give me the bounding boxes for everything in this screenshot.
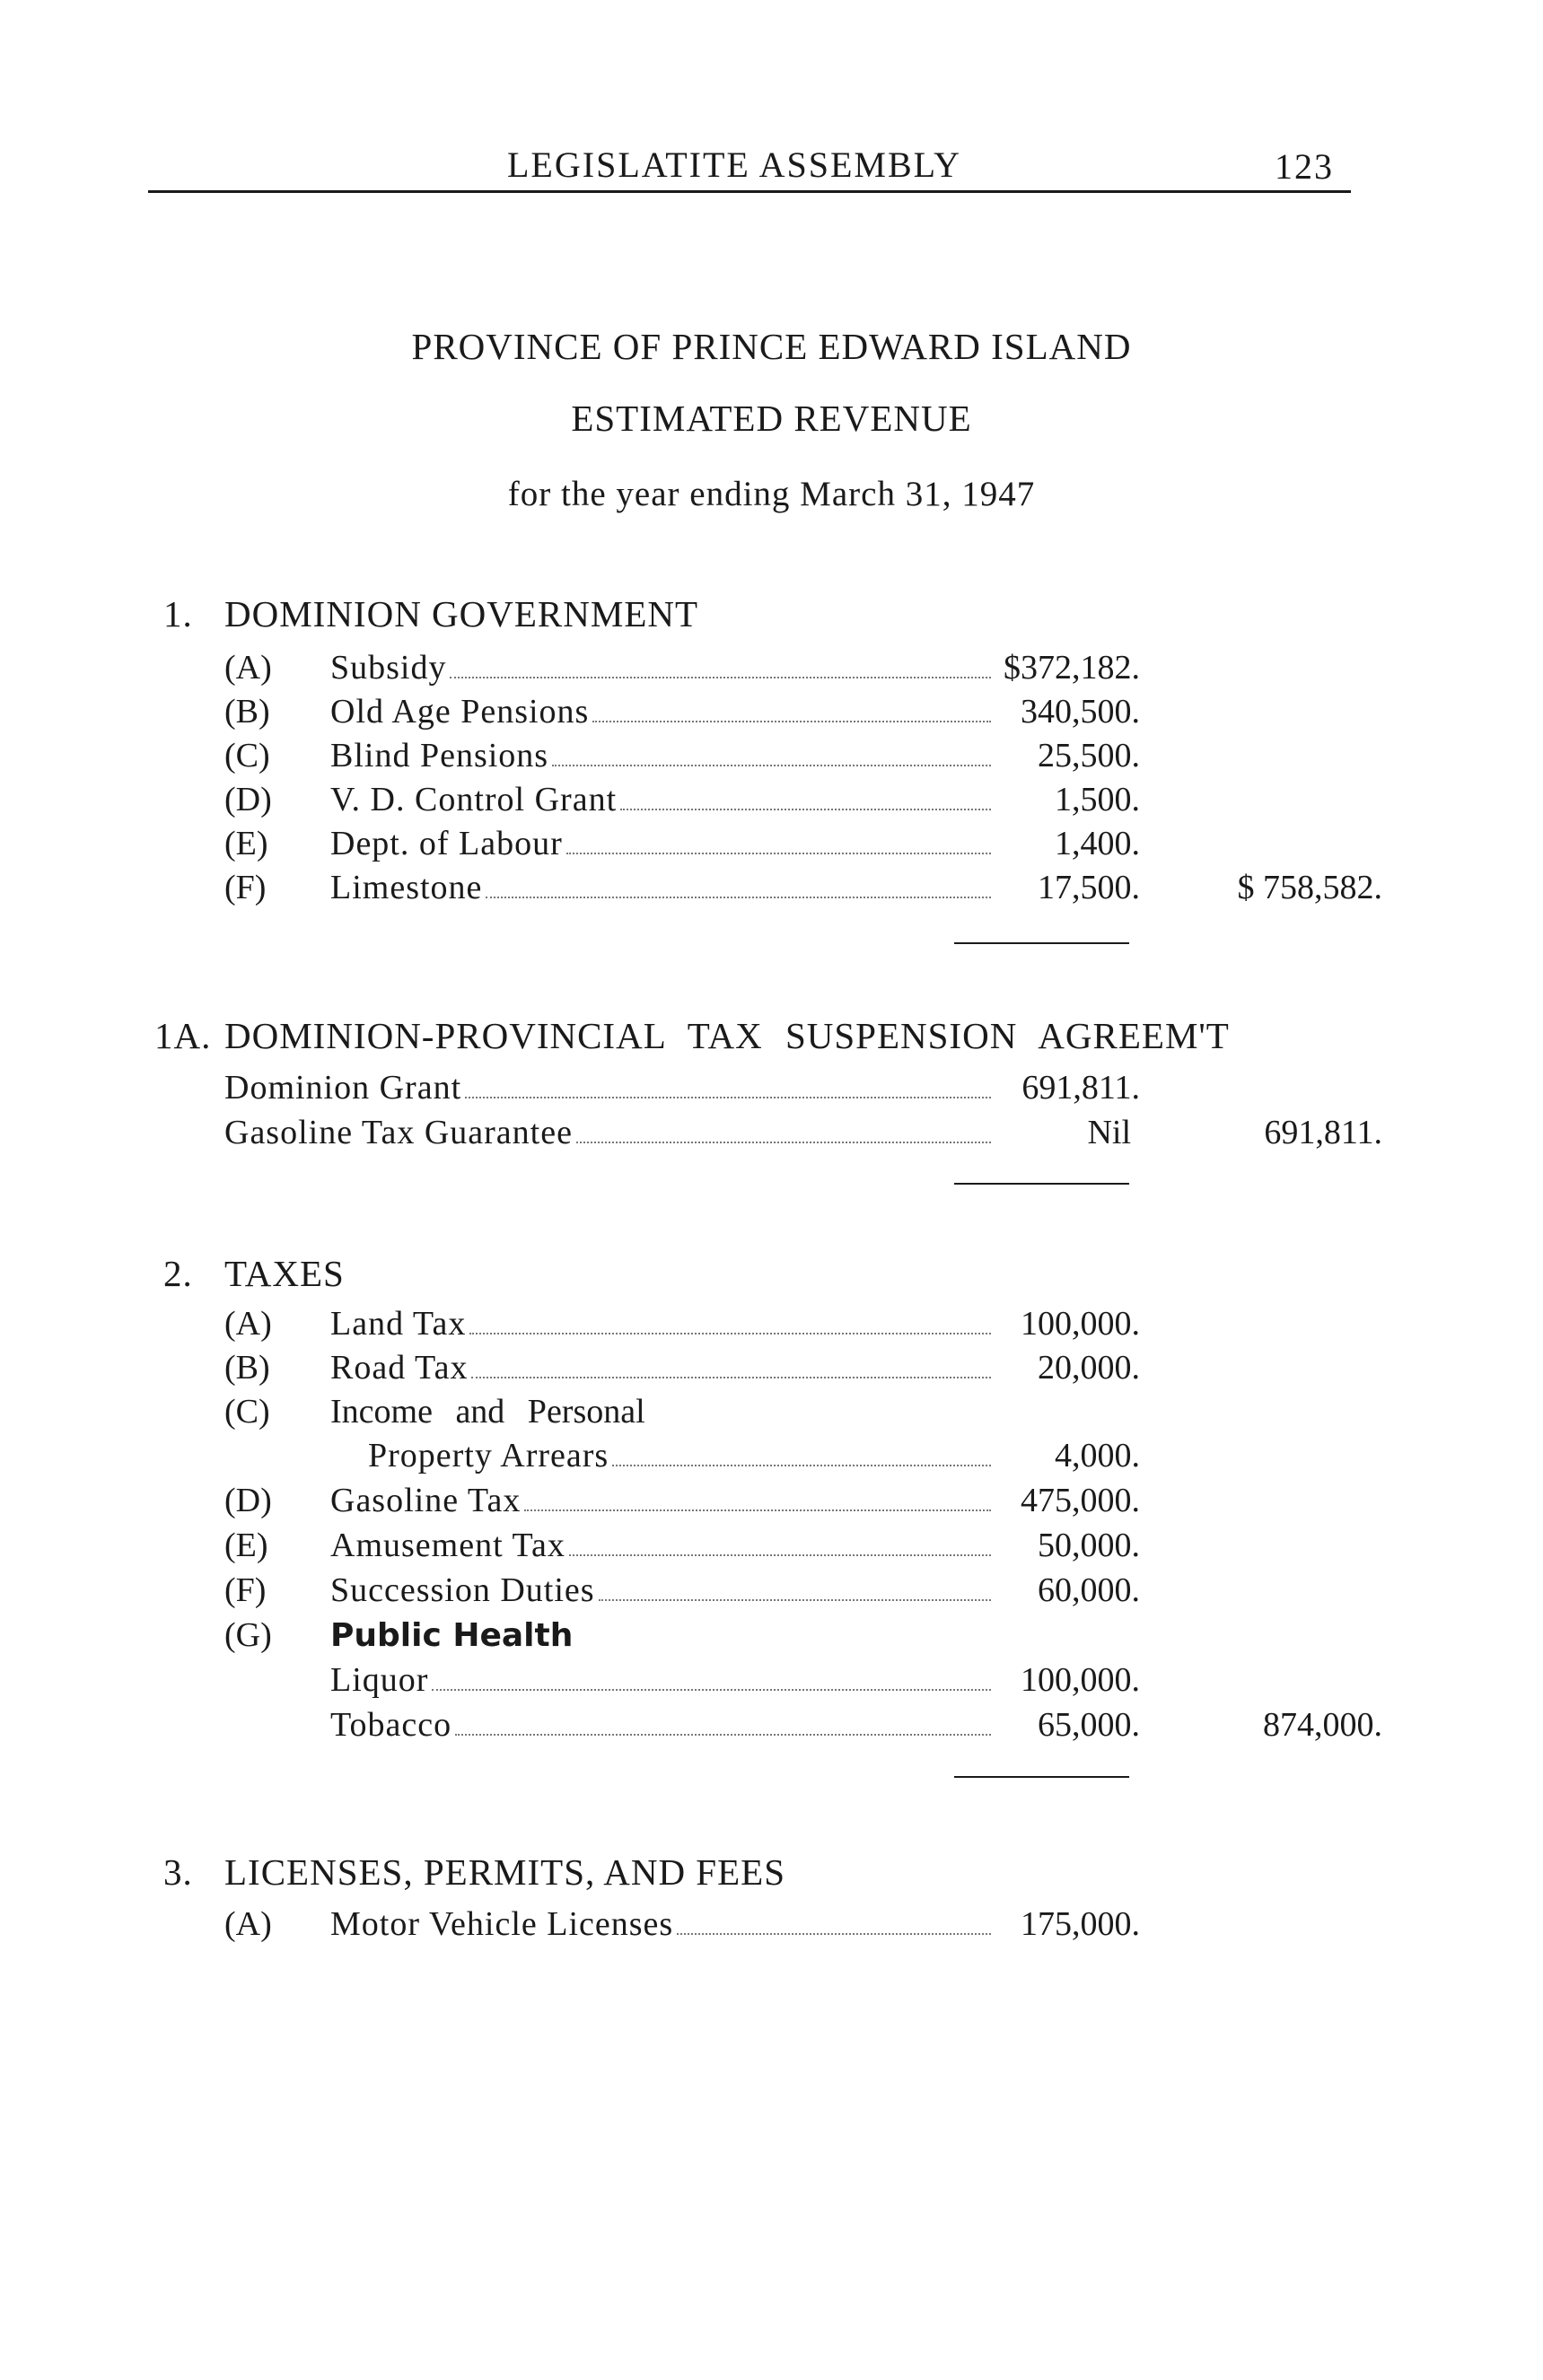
running-header-title: LEGISLATITE ASSEMBLY [507,144,961,185]
row-label: Income and Personal [330,1393,645,1431]
row-amount: 100,000. [1021,1305,1140,1343]
row-letter: (B) [224,693,270,731]
row-label: Blind Pensions [330,737,549,774]
row-amount: $372,182. [1004,649,1140,687]
row-letter: (F) [224,1571,267,1609]
row-label: Road Tax [330,1349,469,1387]
dot-leader [524,1509,991,1511]
dot-leader [465,1097,991,1098]
report-title: ESTIMATED REVENUE [571,398,972,439]
dot-leader [450,677,991,678]
row-letter: (D) [224,781,272,818]
revenue-row [224,780,1140,825]
row-label: Old Age Pensions [330,693,590,731]
row-label: Amusement Tax [330,1527,565,1564]
section-2-heading: TAXES [224,1253,345,1294]
row-letter: (D) [224,1482,272,1519]
revenue-row [224,692,1140,737]
row-label: Gasoline Tax Guarantee [224,1114,573,1151]
row-label: Tobacco [330,1706,452,1744]
row-letter: (F) [224,869,267,906]
revenue-row [224,1660,1140,1705]
section-1a-heading: DOMINION-PROVINCIAL TAX SUSPENSION AGREEM'T [224,1015,1230,1056]
row-letter: (A) [224,1905,272,1943]
row-amount: 20,000. [1038,1349,1140,1387]
dot-leader [455,1734,991,1736]
row-label: Property Arrears [368,1437,609,1474]
section-3-number: 3. [163,1851,193,1893]
row-label: Gasoline Tax [330,1482,522,1519]
row-letter: (C) [224,737,270,774]
row-label: Subsidy [330,649,447,687]
subtotal-rule [954,1776,1129,1778]
row-amount: 691,811. [1021,1069,1140,1107]
section-3-heading: LICENSES, PERMITS, AND FEES [224,1851,786,1893]
row-label: Dominion Grant [224,1069,462,1107]
row-letter: (E) [224,1527,268,1564]
row-label: Dept. of Labour [330,825,563,862]
header-rule [148,190,1351,193]
revenue-row [224,824,1140,869]
revenue-row [224,648,1140,693]
province-title: PROVINCE OF PRINCE EDWARD ISLAND [411,326,1132,367]
revenue-row [224,1068,1140,1113]
row-letter: (A) [224,649,272,687]
revenue-row [224,1481,1140,1526]
row-amount: 340,500. [1021,693,1140,731]
row-letter: (B) [224,1349,270,1387]
subtotal-rule [954,1183,1129,1185]
row-label: Limestone [330,869,483,906]
row-label: Motor Vehicle Licenses [330,1905,674,1943]
revenue-row [224,1436,1140,1481]
revenue-row [224,1113,1391,1158]
row-amount: Nil [1087,1114,1131,1151]
row-amount: 50,000. [1038,1527,1140,1564]
revenue-row [224,736,1140,781]
row-amount: 475,000. [1021,1482,1140,1519]
section-1-number: 1. [163,593,193,634]
row-label: Liquor [330,1661,429,1699]
dot-leader [469,1333,991,1334]
row-amount: 65,000. [1038,1706,1140,1744]
section-total: $ 758,582. [1237,869,1382,906]
dot-leader [432,1689,991,1691]
row-amount: 60,000. [1038,1571,1140,1609]
row-amount: 1,400. [1055,825,1140,862]
row-letter: (E) [224,825,268,862]
row-label: Succession Duties [330,1571,595,1609]
revenue-row [224,1526,1140,1571]
row-label: Public Health [330,1617,574,1654]
subtotal-rule [954,942,1129,944]
row-label: V. D. Control Grant [330,781,618,818]
revenue-row [224,1348,1140,1393]
row-amount: 1,500. [1055,781,1140,818]
revenue-row [224,1304,1140,1349]
row-amount: 100,000. [1021,1661,1140,1699]
section-1a-number: 1A. [154,1015,212,1056]
row-letter: (A) [224,1305,272,1343]
revenue-row [224,1571,1140,1615]
page-number: 123 [1275,146,1334,187]
row-letter: (G) [224,1616,272,1654]
revenue-row [224,1904,1140,1949]
row-letter: (C) [224,1393,270,1431]
dot-leader [471,1377,991,1378]
revenue-row [224,868,1391,913]
row-amount: 17,500. [1038,869,1140,906]
section-total: 874,000. [1263,1706,1382,1744]
section-2-number: 2. [163,1253,193,1294]
period-subtitle: for the year ending March 31, 1947 [507,475,1036,513]
row-amount: 175,000. [1021,1905,1140,1943]
revenue-row [224,1615,1140,1660]
row-label: Land Tax [330,1305,467,1343]
row-amount: 25,500. [1038,737,1140,774]
row-amount: 4,000. [1055,1437,1140,1474]
revenue-row [224,1705,1391,1750]
dot-leader [486,897,991,898]
section-total: 691,811. [1264,1114,1382,1151]
section-1-heading: DOMINION GOVERNMENT [224,593,699,634]
revenue-row [224,1392,1140,1437]
